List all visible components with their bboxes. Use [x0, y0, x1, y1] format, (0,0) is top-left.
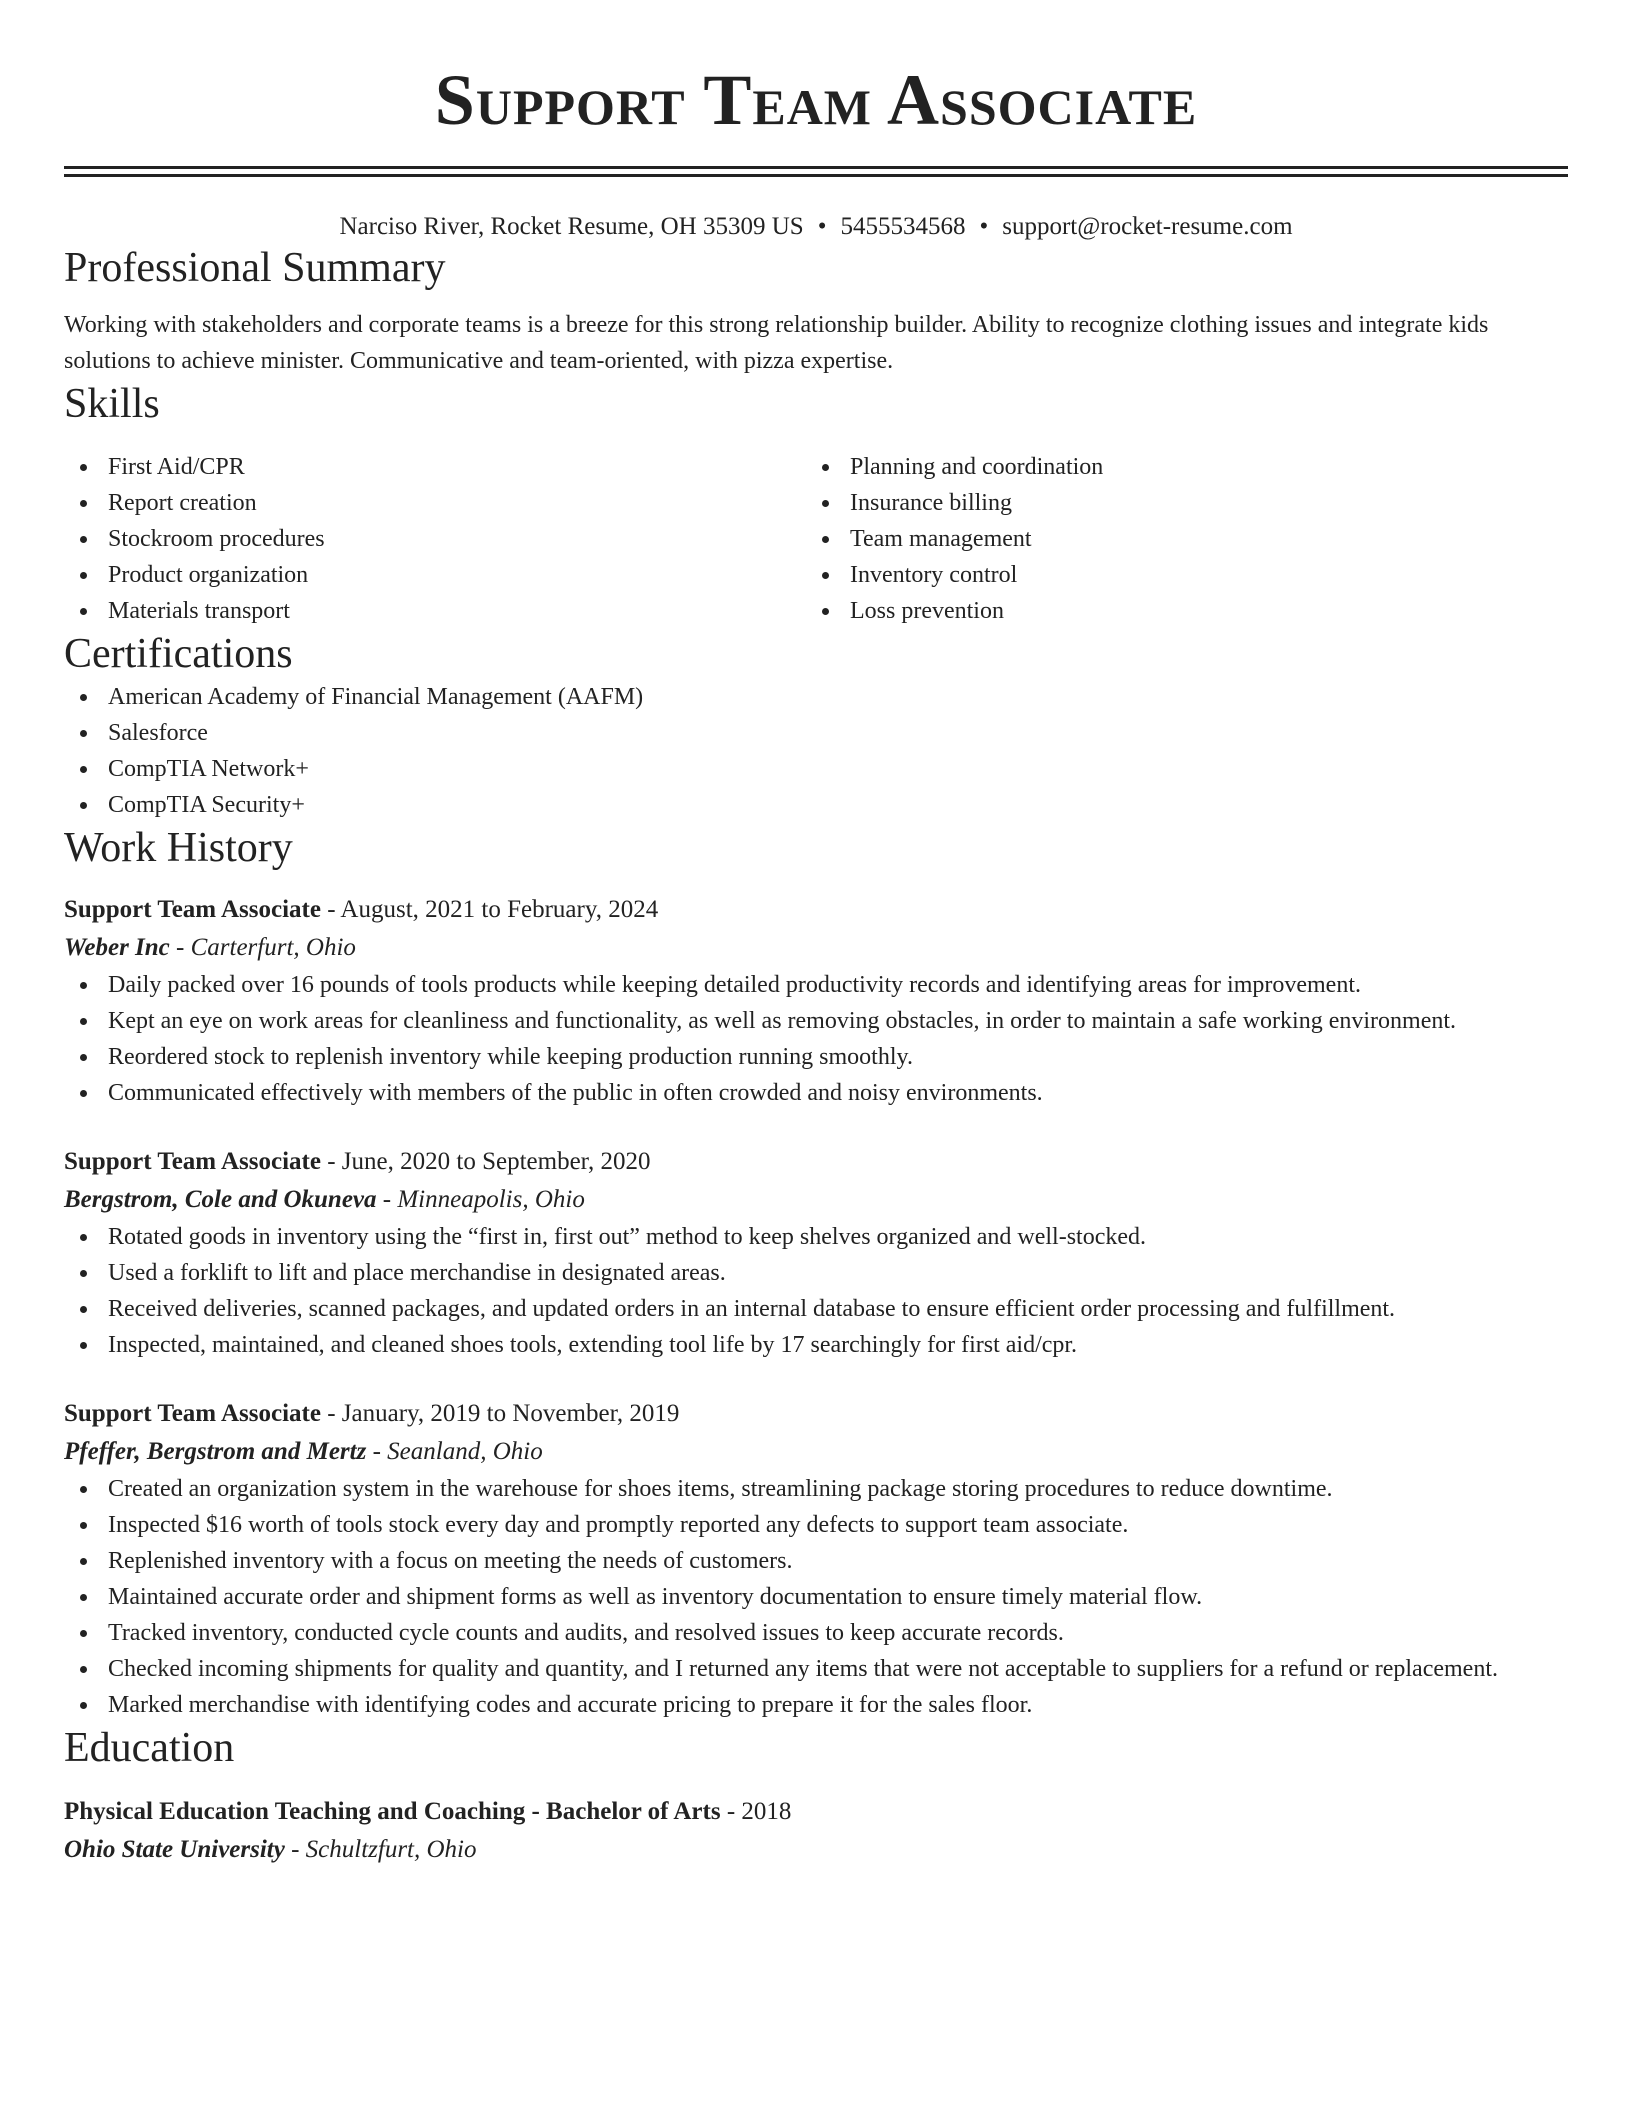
job-dates: - January, 2019 to November, 2019 [320, 1400, 680, 1427]
summary-heading: Professional Summary [64, 245, 446, 291]
skill-item: Loss prevention [806, 593, 1548, 629]
job-bullets [64, 967, 1568, 1111]
job-bullet: Created an organization system in the warehouse for shoes items, streamlining package storing procedures to reduce downtime. [64, 1471, 1568, 1507]
certification-item: CompTIA Network+ [64, 751, 1568, 787]
contact-email: support@rocket-resume.com [1002, 213, 1293, 240]
contact-separator: • [817, 213, 827, 240]
skills-heading: Skills [64, 381, 160, 427]
job-dates: - June, 2020 to September, 2020 [320, 1148, 651, 1175]
contact-separator: • [979, 213, 989, 240]
certification-item: American Academy of Financial Management (AAFM) [64, 679, 1568, 715]
job-company: Pfeffer, Bergstrom and Mertz [64, 1438, 367, 1465]
job-title-line [64, 1395, 1568, 1433]
job-bullet: Kept an eye on work areas for cleanliness and functionality, as well as removing obstacles, in order to maintain a safe working environment. [64, 1003, 1568, 1039]
job-location: - Seanland, Ohio [366, 1438, 543, 1465]
certifications-list [64, 679, 1568, 823]
job-dates: - August, 2021 to February, 2024 [320, 896, 659, 923]
job-company-line [64, 1433, 1568, 1471]
contact-line [64, 211, 1568, 243]
skill-item: Insurance billing [806, 485, 1548, 521]
skills-grid [64, 449, 1568, 629]
job-title: Support Team Associate [64, 1148, 321, 1175]
education-year: - 2018 [720, 1798, 792, 1825]
title-double-rule [64, 166, 1568, 177]
resume-page [64, 0, 1568, 1869]
resume-title: Support Team Associate [434, 60, 1198, 140]
job-title-line [64, 1143, 1568, 1181]
job-title: Support Team Associate [64, 896, 321, 923]
certification-item: CompTIA Security+ [64, 787, 1568, 823]
work-history-heading: Work History [64, 825, 293, 871]
job-bullet: Used a forklift to lift and place merchandise in designated areas. [64, 1255, 1568, 1291]
skill-item: Inventory control [806, 557, 1548, 593]
job-company-line [64, 1181, 1568, 1219]
certifications-heading: Certifications [64, 631, 293, 677]
job-company: Bergstrom, Cole and Okuneva [64, 1186, 377, 1213]
job-entry [64, 1395, 1568, 1723]
contact-phone: 5455534568 [840, 213, 966, 240]
job-bullet: Reordered stock to replenish inventory while keeping production running smoothly. [64, 1039, 1568, 1075]
job-bullet: Replenished inventory with a focus on meeting the needs of customers. [64, 1543, 1568, 1579]
education-school: Ohio State University [64, 1836, 285, 1863]
job-bullet: Inspected, maintained, and cleaned shoes tools, extending tool life by 17 searchingly for first aid/cpr. [64, 1327, 1568, 1363]
skill-item: Product organization [64, 557, 806, 593]
job-bullet: Marked merchandise with identifying codes and accurate pricing to prepare it for the sales floor. [64, 1687, 1568, 1723]
job-bullet: Checked incoming shipments for quality and quantity, and I returned any items that were not acceptable to suppliers for a refund or replacement. [64, 1651, 1568, 1687]
job-title: Support Team Associate [64, 1400, 321, 1427]
job-location: - Carterfurt, Ohio [169, 934, 356, 961]
job-title-line [64, 891, 1568, 929]
job-bullet: Received deliveries, scanned packages, and updated orders in an internal database to ensure efficient order processing and fulfillment. [64, 1291, 1568, 1327]
job-bullet: Maintained accurate order and shipment forms as well as inventory documentation to ensure timely material flow. [64, 1579, 1568, 1615]
certification-item: Salesforce [64, 715, 1568, 751]
job-entry [64, 1143, 1568, 1363]
job-company-line [64, 929, 1568, 967]
job-location: - Minneapolis, Ohio [376, 1186, 585, 1213]
job-bullet: Inspected $16 worth of tools stock every day and promptly reported any defects to support team associate. [64, 1507, 1568, 1543]
education-location: - Schultzfurt, Ohio [284, 1836, 477, 1863]
skill-item: Materials transport [64, 593, 806, 629]
summary-text: Working with stakeholders and corporate teams is a breeze for this strong relationship builder. Ability to recognize clothing issues and integrate kids solutions to achieve minister. Communicative and team-oriented, with pizza expertise. [64, 312, 1489, 374]
skills-list-right [806, 449, 1548, 629]
job-entry [64, 891, 1568, 1111]
skill-item: Team management [806, 521, 1548, 557]
education-degree: Physical Education Teaching and Coaching - Bachelor of Arts [64, 1798, 721, 1825]
skill-item: Report creation [64, 485, 806, 521]
skill-item: Planning and coordination [806, 449, 1548, 485]
job-bullet: Daily packed over 16 pounds of tools products while keeping detailed productivity records and identifying areas for improvement. [64, 967, 1568, 1003]
contact-address: Narciso River, Rocket Resume, OH 35309 US [339, 213, 804, 240]
skill-item: Stockroom procedures [64, 521, 806, 557]
education-entry [64, 1793, 1568, 1869]
job-bullet: Communicated effectively with members of the public in often crowded and noisy environments. [64, 1075, 1568, 1111]
job-company: Weber Inc [64, 934, 170, 961]
job-bullets [64, 1219, 1568, 1363]
education-degree-line [64, 1793, 1568, 1831]
job-bullet: Rotated goods in inventory using the “first in, first out” method to keep shelves organized and well-stocked. [64, 1219, 1568, 1255]
job-bullets [64, 1471, 1568, 1723]
skills-list-left [64, 449, 806, 629]
education-heading: Education [64, 1725, 235, 1771]
job-bullet: Tracked inventory, conducted cycle counts and audits, and resolved issues to keep accurate records. [64, 1615, 1568, 1651]
education-school-line [64, 1831, 1568, 1869]
skill-item: First Aid/CPR [64, 449, 806, 485]
